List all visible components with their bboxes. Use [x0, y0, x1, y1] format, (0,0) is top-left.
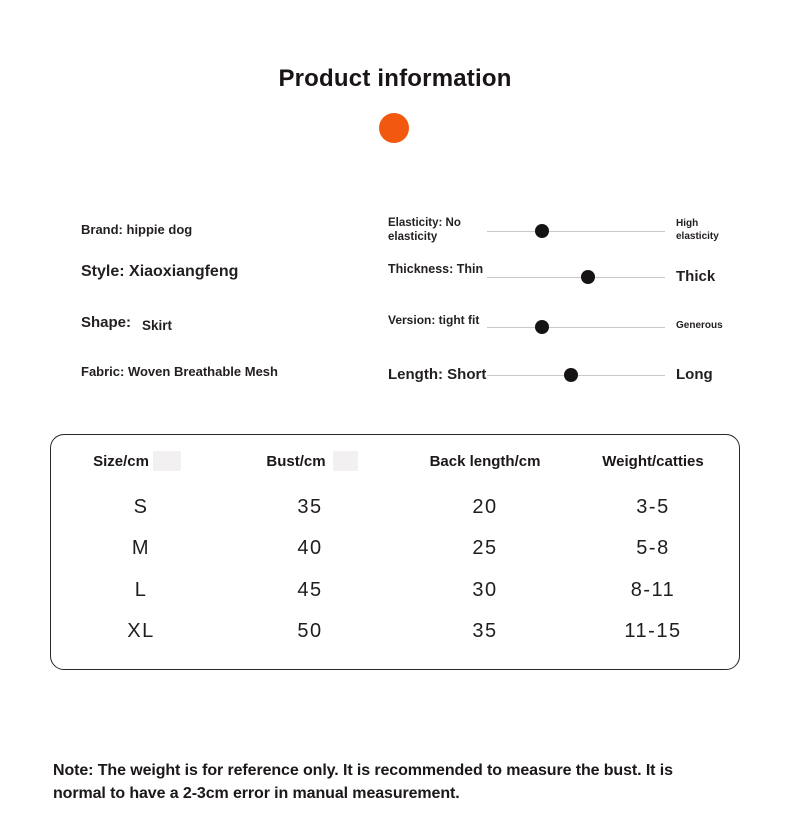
table-cell: 8-11 — [630, 578, 676, 601]
slider-length-handle — [564, 368, 578, 382]
table-cell: L — [134, 578, 148, 601]
slider-elasticity-right-label: High elasticity — [676, 218, 719, 242]
table-cell: 35 — [297, 496, 323, 518]
attribute-style: Style: Xiaoxiangfeng — [81, 263, 239, 280]
slider-elasticity-handle — [535, 224, 549, 238]
table-cell: S — [133, 496, 149, 518]
note-line: normal to have a 2-3cm error in manual measurement. — [53, 785, 460, 802]
attribute-fabric: Fabric: Woven Breathable Mesh — [81, 364, 278, 379]
table-cell: M — [131, 537, 151, 559]
attribute-shape-label: Shape: — [81, 314, 132, 331]
slider-version-right-label: Generous — [676, 320, 723, 331]
table-cell: 3-5 — [636, 496, 670, 518]
slider-version-track — [487, 320, 665, 334]
slider-version-handle — [535, 320, 549, 334]
table-cell: 20 — [472, 496, 498, 518]
slider-version-left-label: Version: tight fit — [388, 313, 480, 327]
slider-thickness-right-label: Thick — [676, 268, 716, 285]
note-text — [53, 759, 753, 805]
page-title: Product information — [278, 65, 512, 92]
slider-thickness-handle — [581, 270, 595, 284]
attribute-shape — [81, 314, 172, 331]
accent-dot-icon — [379, 113, 409, 143]
table-header-back-length: Back length/cm — [429, 452, 541, 470]
table-cell: 25 — [472, 537, 498, 559]
slider-length-right-label: Long — [676, 366, 713, 383]
table-cell: 11-15 — [624, 620, 682, 642]
slider-track-line — [487, 231, 665, 232]
table-header-bust: Bust/cm — [266, 452, 326, 470]
note-line: Note: The weight is for reference only. It is recommended to measure the bust. It is — [53, 762, 673, 779]
slider-thickness-left-label: Thickness: Thin — [388, 262, 484, 276]
slider-thickness-track — [487, 270, 665, 284]
slider-track-line — [487, 327, 665, 328]
table-cell: 40 — [297, 537, 323, 559]
table-header-size: Size/cm — [93, 452, 149, 470]
slider-track-line — [487, 277, 665, 278]
table-cell: XL — [127, 620, 155, 642]
attribute-brand: Brand: hippie dog — [81, 222, 193, 237]
table-cell: 5-8 — [636, 537, 670, 559]
table-cell: 50 — [297, 620, 323, 642]
table-header-weight: Weight/catties — [602, 452, 704, 470]
slider-length-track — [487, 368, 665, 382]
slider-length-left-label: Length: Short — [388, 366, 487, 383]
size-table — [50, 434, 740, 670]
table-cell: 35 — [472, 620, 498, 642]
slider-elasticity-track — [487, 224, 665, 238]
slider-elasticity-left-label: Elasticity: No elasticity — [388, 217, 461, 243]
table-cell: 30 — [472, 578, 498, 601]
attribute-shape-value: Skirt — [142, 318, 173, 333]
table-cell: 45 — [297, 578, 323, 601]
